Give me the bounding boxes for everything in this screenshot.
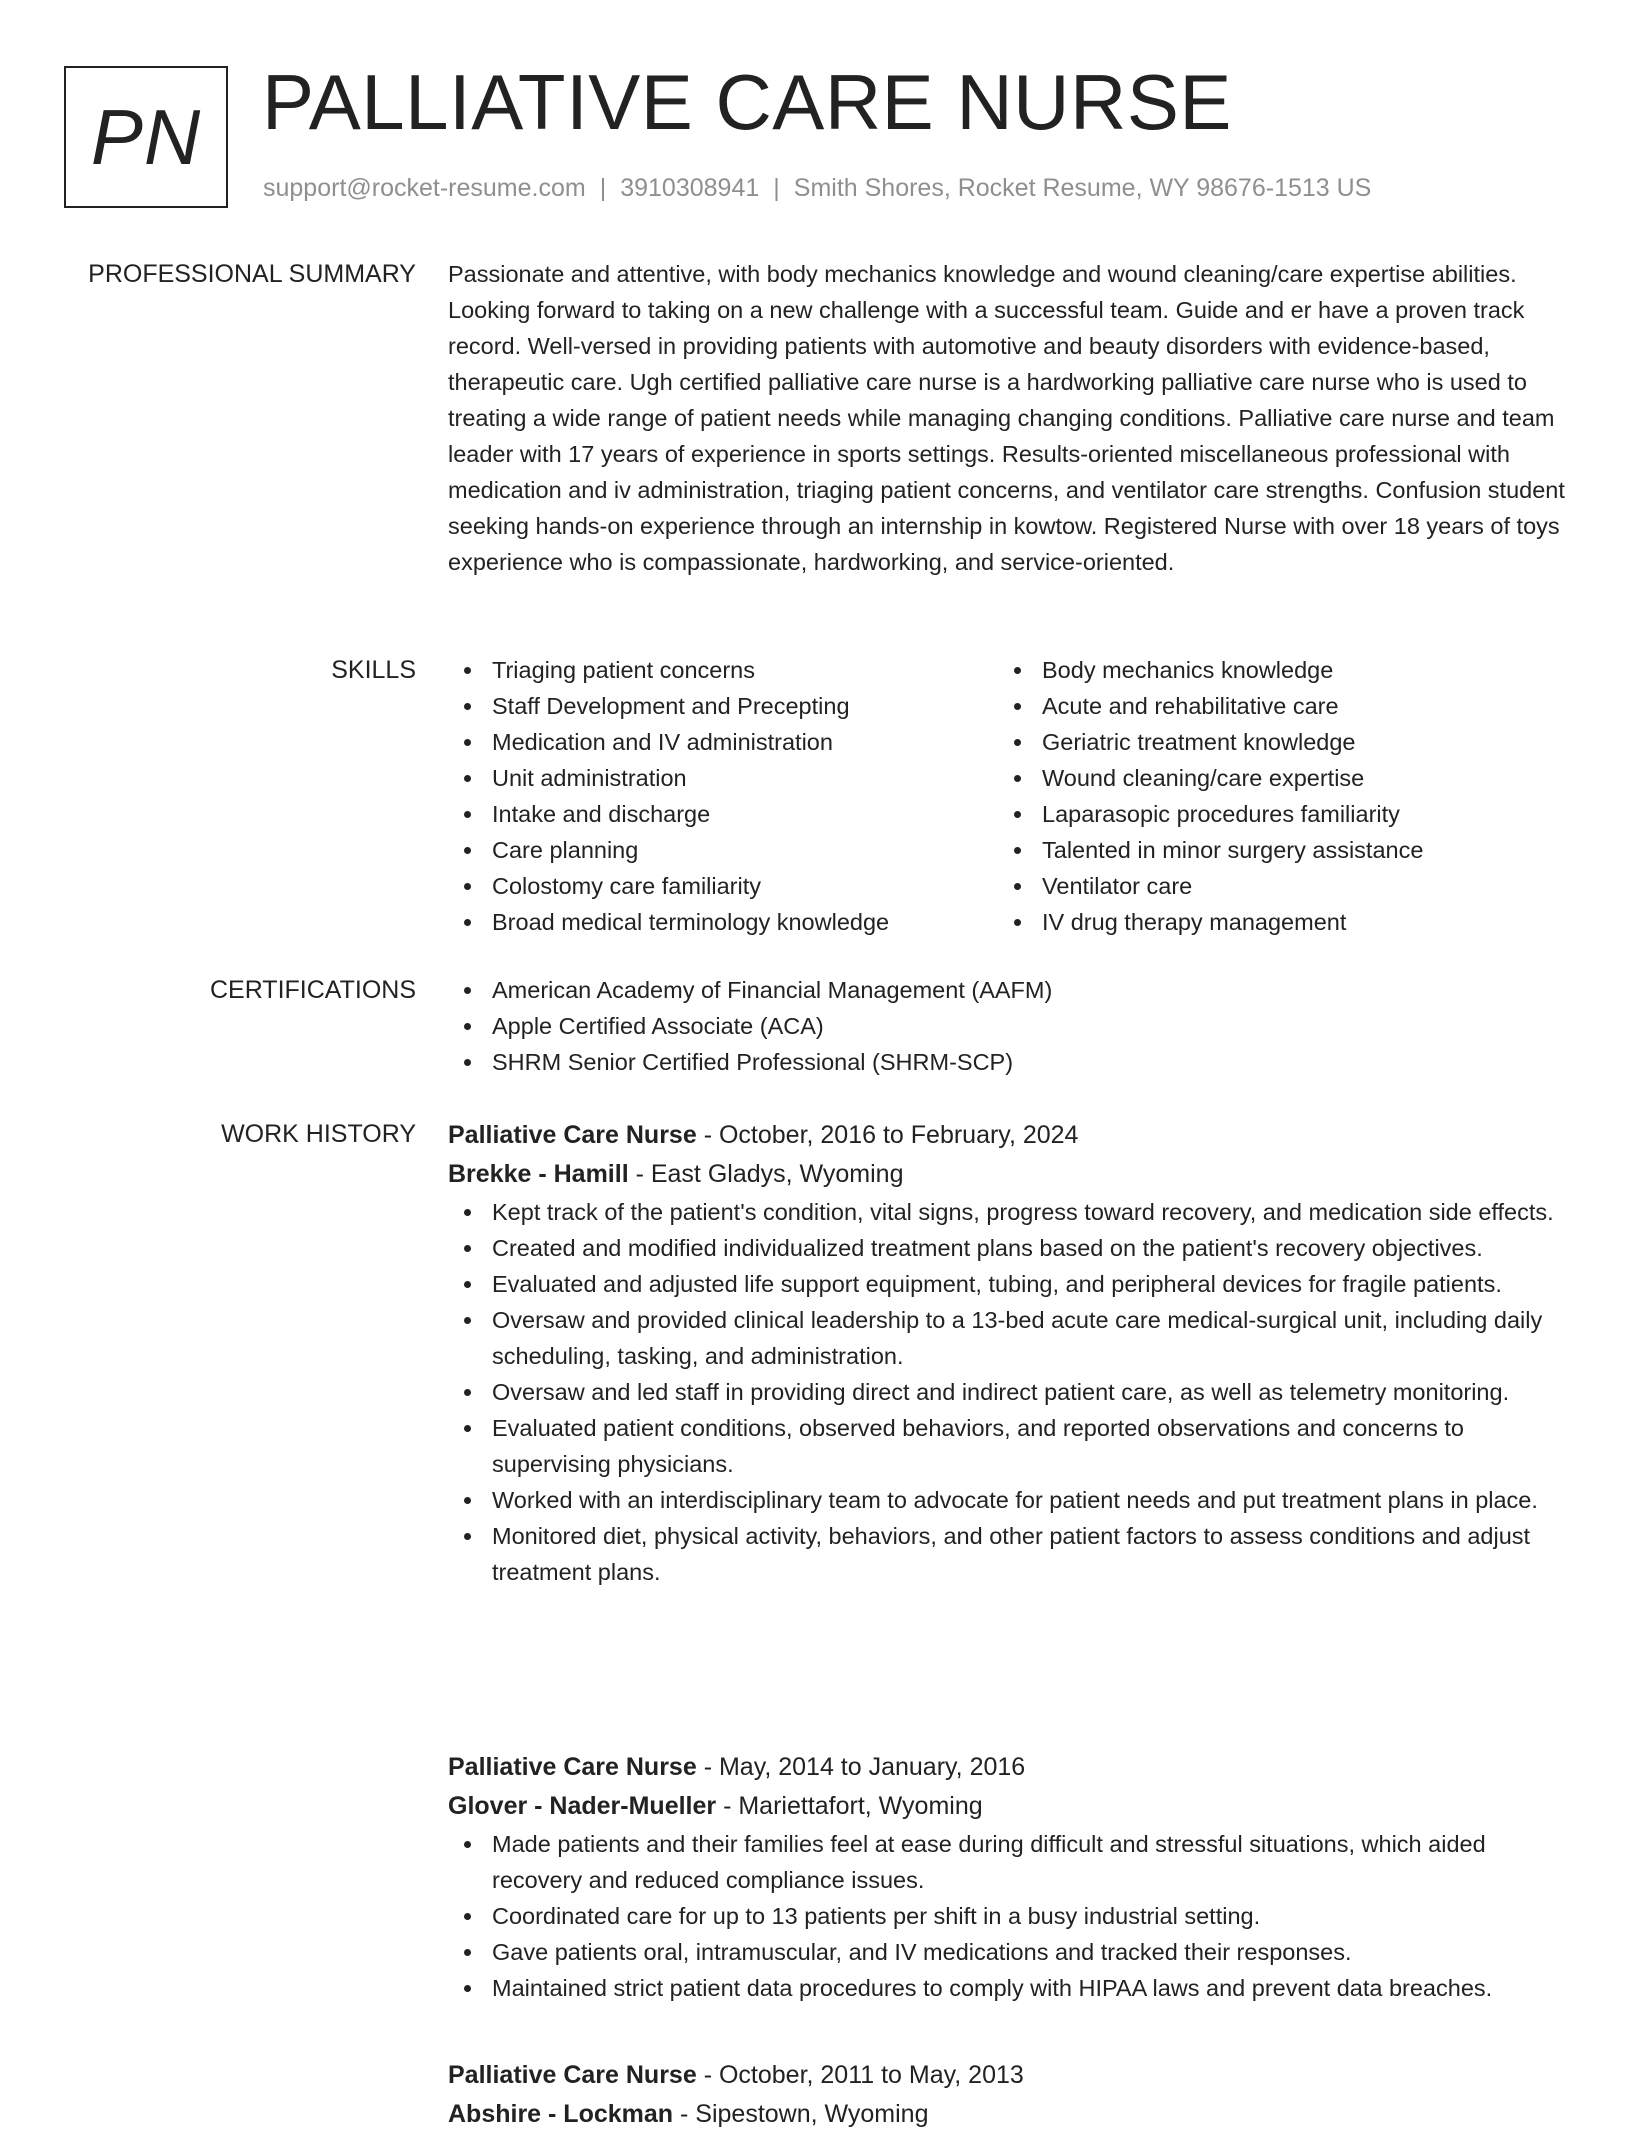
certification-item: Apple Certified Associate (ACA) bbox=[448, 1008, 1566, 1044]
job-duty-item: Created and modified individualized treatment plans based on the patient's recovery objectives. bbox=[448, 1230, 1566, 1266]
job-duty-item: Gave patients oral, intramuscular, and IV medications and tracked their responses. bbox=[448, 1934, 1566, 1970]
skill-item: Acute and rehabilitative care bbox=[998, 688, 1548, 724]
job-company: Brekke - Hamill bbox=[448, 1160, 629, 1188]
job-duty-item: Made patients and their families feel at ease during difficult and stressful situations, which aided recovery and reduced compliance issues. bbox=[448, 1826, 1566, 1898]
job-entry bbox=[448, 2056, 1566, 2134]
summary-body bbox=[448, 256, 1566, 580]
skill-item: Laparasopic procedures familiarity bbox=[998, 796, 1548, 832]
job-duty-item: Coordinated care for up to 13 patients per shift in a busy industrial setting. bbox=[448, 1898, 1566, 1934]
job-title: Palliative Care Nurse bbox=[448, 1753, 697, 1781]
job-duty-item: Kept track of the patient's condition, vital signs, progress toward recovery, and medication side effects. bbox=[448, 1194, 1566, 1230]
job-duty-item: Oversaw and led staff in providing direct and indirect patient care, as well as telemetry monitoring. bbox=[448, 1374, 1566, 1410]
contact-separator: | bbox=[599, 174, 607, 202]
job-title-line bbox=[448, 2056, 1566, 2095]
job-title-line bbox=[448, 1116, 1566, 1155]
monogram-box bbox=[64, 66, 228, 208]
job-duties-list bbox=[448, 1826, 1566, 2006]
certification-item: American Academy of Financial Management (AAFM) bbox=[448, 972, 1566, 1008]
job-company-line bbox=[448, 1155, 1566, 1194]
job-company: Glover - Nader-Mueller bbox=[448, 1792, 717, 1820]
skill-item: Ventilator care bbox=[998, 868, 1548, 904]
job-company-line bbox=[448, 1787, 1566, 1826]
summary-text: Passionate and attentive, with body mechanics knowledge and wound cleaning/care expertise abilities. Looking forward to taking on a new challenge with a successful team. Guide and er have a proven track record. Well-versed in providing patients with automotive and beauty disorders with evidence-based, therapeutic care. Ugh certified palliative care nurse is a hardworking palliative care nurse who is used to treating a wide range of patient needs while managing changing conditions. Palliative care nurse and team leader with 17 years of experience in sports settings. Results-oriented miscellaneous professional with medication and iv administration, triaging patient concerns, and ventilator care strengths. Confusion student seeking hands-on experience through an internship in kowtow. Registered Nurse with over 18 years of toys experience who is compassionate, hardworking, and service-oriented. bbox=[448, 261, 1565, 575]
certifications-body bbox=[448, 972, 1566, 1080]
skill-item: Colostomy care familiarity bbox=[448, 868, 998, 904]
skill-item: Talented in minor surgery assistance bbox=[998, 832, 1548, 868]
job-title-line bbox=[448, 1748, 1566, 1787]
job-duty-item: Evaluated and adjusted life support equipment, tubing, and peripheral devices for fragile patients. bbox=[448, 1266, 1566, 1302]
skill-item: Body mechanics knowledge bbox=[998, 652, 1548, 688]
job-company: Abshire - Lockman bbox=[448, 2100, 674, 2128]
job-location: - Sipestown, Wyoming bbox=[673, 2100, 929, 2128]
certification-item: SHRM Senior Certified Professional (SHRM-SCP) bbox=[448, 1044, 1566, 1080]
job-location: - East Gladys, Wyoming bbox=[628, 1160, 904, 1188]
job-company-line bbox=[448, 2095, 1566, 2134]
skills-body bbox=[448, 652, 1566, 940]
skills-list-left bbox=[448, 652, 998, 940]
job-title: Palliative Care Nurse bbox=[448, 1121, 697, 1149]
job-duty-item: Evaluated patient conditions, observed behaviors, and reported observations and concerns to supervising physicians. bbox=[448, 1410, 1566, 1482]
skills-heading: SKILLS bbox=[331, 656, 416, 684]
monogram-initials: PN bbox=[90, 92, 202, 181]
job-title: Palliative Care Nurse bbox=[448, 2061, 697, 2089]
certifications-heading: CERTIFICATIONS bbox=[209, 976, 416, 1004]
skill-item: Geriatric treatment knowledge bbox=[998, 724, 1548, 760]
skill-item: Unit administration bbox=[448, 760, 998, 796]
work-history-heading: WORK HISTORY bbox=[221, 1120, 416, 1148]
skill-item: Broad medical terminology knowledge bbox=[448, 904, 998, 940]
contact-phone: 3910308941 bbox=[620, 174, 760, 202]
job-duties-list bbox=[448, 1194, 1566, 1590]
contact-address: Smith Shores, Rocket Resume, WY 98676-1513 US bbox=[793, 174, 1372, 202]
job-dates: - October, 2011 to May, 2013 bbox=[696, 2061, 1024, 2089]
skill-item: Staff Development and Precepting bbox=[448, 688, 998, 724]
skills-list-right bbox=[998, 652, 1548, 940]
job-entry bbox=[448, 1116, 1566, 1590]
skills-columns bbox=[448, 652, 1566, 940]
skill-item: Medication and IV administration bbox=[448, 724, 998, 760]
skill-item: IV drug therapy management bbox=[998, 904, 1548, 940]
contact-line bbox=[263, 174, 1371, 203]
skill-item: Wound cleaning/care expertise bbox=[998, 760, 1548, 796]
resume-title: PALLIATIVE CARE NURSE bbox=[262, 58, 1232, 146]
skill-item: Triaging patient concerns bbox=[448, 652, 998, 688]
job-dates: - May, 2014 to January, 2016 bbox=[696, 1753, 1026, 1781]
contact-separator: | bbox=[773, 174, 780, 202]
job-duty-item: Monitored diet, physical activity, behaviors, and other patient factors to assess conditions and adjust treatment plans. bbox=[448, 1518, 1566, 1590]
job-location: - Mariettafort, Wyoming bbox=[716, 1792, 983, 1820]
job-duty-item: Worked with an interdisciplinary team to advocate for patient needs and put treatment plans in place. bbox=[448, 1482, 1566, 1518]
job-entry bbox=[448, 1748, 1566, 2006]
job-duty-item: Oversaw and provided clinical leadership to a 13-bed acute care medical-surgical unit, including daily scheduling, tasking, and administration. bbox=[448, 1302, 1566, 1374]
certifications-list bbox=[448, 972, 1566, 1080]
job-duty-item: Maintained strict patient data procedures to comply with HIPAA laws and prevent data breaches. bbox=[448, 1970, 1566, 2006]
skill-item: Care planning bbox=[448, 832, 998, 868]
job-dates: - October, 2016 to February, 2024 bbox=[696, 1121, 1079, 1149]
summary-heading: PROFESSIONAL SUMMARY bbox=[88, 260, 416, 288]
skill-item: Intake and discharge bbox=[448, 796, 998, 832]
contact-email: support@rocket-resume.com bbox=[263, 174, 586, 202]
